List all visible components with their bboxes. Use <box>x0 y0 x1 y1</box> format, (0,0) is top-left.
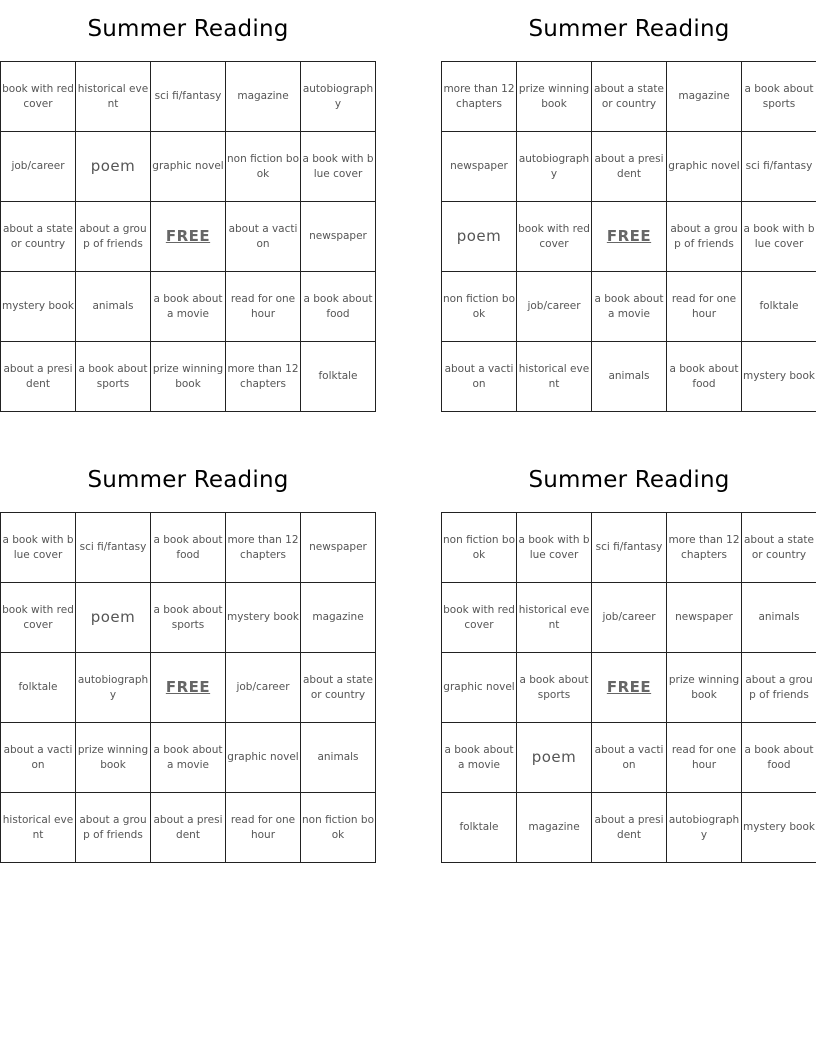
bingo-cell: a book about food <box>742 723 816 793</box>
bingo-cell: about a president <box>1 342 76 412</box>
card-title: Summer Reading <box>87 16 289 42</box>
bingo-cell: read for one hour <box>226 272 301 342</box>
bingo-cell: non fiction book <box>226 132 301 202</box>
bingo-cell: sci fi/fantasy <box>76 513 151 583</box>
bingo-cell: book with red cover <box>442 583 517 653</box>
bingo-grid <box>441 61 816 412</box>
bingo-cell: about a group of friends <box>76 793 151 863</box>
free-space-cell: FREE <box>151 202 226 272</box>
bingo-cell: magazine <box>667 62 742 132</box>
bingo-cell: autobiography <box>76 653 151 723</box>
bingo-cell: a book about food <box>667 342 742 412</box>
bingo-cell: prize winning book <box>517 62 592 132</box>
bingo-cell: a book with blue cover <box>301 132 376 202</box>
free-space-cell: FREE <box>592 202 667 272</box>
bingo-cell: mystery book <box>1 272 76 342</box>
bingo-cell: about a state or country <box>742 513 816 583</box>
bingo-cell: poem <box>76 132 151 202</box>
bingo-cell: book with red cover <box>1 62 76 132</box>
bingo-cell: autobiography <box>301 62 376 132</box>
bingo-cell: animals <box>76 272 151 342</box>
bingo-cell: more than 12 chapters <box>667 513 742 583</box>
card-title: Summer Reading <box>528 16 730 42</box>
bingo-cell: about a group of friends <box>76 202 151 272</box>
bingo-cell: newspaper <box>301 202 376 272</box>
bingo-cell: about a group of friends <box>742 653 816 723</box>
free-space-cell: FREE <box>151 653 226 723</box>
bingo-cell: graphic novel <box>151 132 226 202</box>
bingo-cell: graphic novel <box>442 653 517 723</box>
bingo-cell: job/career <box>226 653 301 723</box>
bingo-cell: historical event <box>517 583 592 653</box>
bingo-cell: folktale <box>742 272 816 342</box>
bingo-cell: animals <box>592 342 667 412</box>
bingo-cell: sci fi/fantasy <box>742 132 816 202</box>
bingo-cell: mystery book <box>226 583 301 653</box>
bingo-cell: autobiography <box>667 793 742 863</box>
bingo-cell: graphic novel <box>667 132 742 202</box>
bingo-cell: autobiography <box>517 132 592 202</box>
bingo-cell: folktale <box>442 793 517 863</box>
bingo-cell: magazine <box>301 583 376 653</box>
bingo-cell: job/career <box>1 132 76 202</box>
bingo-cell: a book about sports <box>76 342 151 412</box>
bingo-cell: poem <box>517 723 592 793</box>
bingo-cell: a book with blue cover <box>517 513 592 583</box>
bingo-grid <box>0 61 376 412</box>
bingo-cell: a book about food <box>151 513 226 583</box>
bingo-cell: book with red cover <box>517 202 592 272</box>
bingo-cell: folktale <box>1 653 76 723</box>
bingo-cell: a book about a movie <box>592 272 667 342</box>
bingo-cell: more than 12 chapters <box>226 513 301 583</box>
bingo-cell: read for one hour <box>667 723 742 793</box>
bingo-cell: prize winning book <box>76 723 151 793</box>
bingo-cell: book with red cover <box>1 583 76 653</box>
bingo-cell: graphic novel <box>226 723 301 793</box>
bingo-cell: about a president <box>592 793 667 863</box>
bingo-cell: prize winning book <box>667 653 742 723</box>
bingo-cell: historical event <box>517 342 592 412</box>
bingo-cell: mystery book <box>742 793 816 863</box>
bingo-cell: a book with blue cover <box>1 513 76 583</box>
bingo-cell: about a vaction <box>592 723 667 793</box>
bingo-cell: a book with blue cover <box>742 202 816 272</box>
bingo-cell: more than 12 chapters <box>442 62 517 132</box>
bingo-cell: sci fi/fantasy <box>592 513 667 583</box>
bingo-cell: poem <box>442 202 517 272</box>
bingo-grid <box>441 512 816 863</box>
bingo-cell: non fiction book <box>442 513 517 583</box>
bingo-cell: a book about sports <box>517 653 592 723</box>
bingo-cell: job/career <box>517 272 592 342</box>
bingo-cell: non fiction book <box>442 272 517 342</box>
bingo-cell: magazine <box>226 62 301 132</box>
card-title: Summer Reading <box>528 467 730 493</box>
bingo-cell: a book about a movie <box>151 272 226 342</box>
bingo-cell: sci fi/fantasy <box>151 62 226 132</box>
bingo-cell: a book about sports <box>151 583 226 653</box>
bingo-cell: historical event <box>76 62 151 132</box>
bingo-cell: read for one hour <box>226 793 301 863</box>
bingo-cell: job/career <box>592 583 667 653</box>
bingo-cell: newspaper <box>301 513 376 583</box>
free-space-cell: FREE <box>592 653 667 723</box>
bingo-cell: about a group of friends <box>667 202 742 272</box>
bingo-cell: about a state or country <box>592 62 667 132</box>
bingo-cell: about a vaction <box>442 342 517 412</box>
bingo-cell: prize winning book <box>151 342 226 412</box>
bingo-cell: about a president <box>151 793 226 863</box>
bingo-cell: historical event <box>1 793 76 863</box>
bingo-cell: non fiction book <box>301 793 376 863</box>
bingo-cell: animals <box>742 583 816 653</box>
bingo-cell: about a president <box>592 132 667 202</box>
bingo-cell: magazine <box>517 793 592 863</box>
bingo-cell: more than 12 chapters <box>226 342 301 412</box>
bingo-cell: a book about a movie <box>442 723 517 793</box>
bingo-cell: mystery book <box>742 342 816 412</box>
bingo-cell: a book about sports <box>742 62 816 132</box>
bingo-cell: about a vaction <box>1 723 76 793</box>
bingo-cell: read for one hour <box>667 272 742 342</box>
bingo-cell: about a state or country <box>301 653 376 723</box>
bingo-cell: newspaper <box>667 583 742 653</box>
bingo-cell: a book about a movie <box>151 723 226 793</box>
card-title: Summer Reading <box>87 467 289 493</box>
bingo-cell: about a state or country <box>1 202 76 272</box>
bingo-cell: animals <box>301 723 376 793</box>
bingo-cell: poem <box>76 583 151 653</box>
bingo-cell: a book about food <box>301 272 376 342</box>
bingo-cell: about a vaction <box>226 202 301 272</box>
bingo-cell: folktale <box>301 342 376 412</box>
bingo-cell: newspaper <box>442 132 517 202</box>
bingo-grid <box>0 512 376 863</box>
